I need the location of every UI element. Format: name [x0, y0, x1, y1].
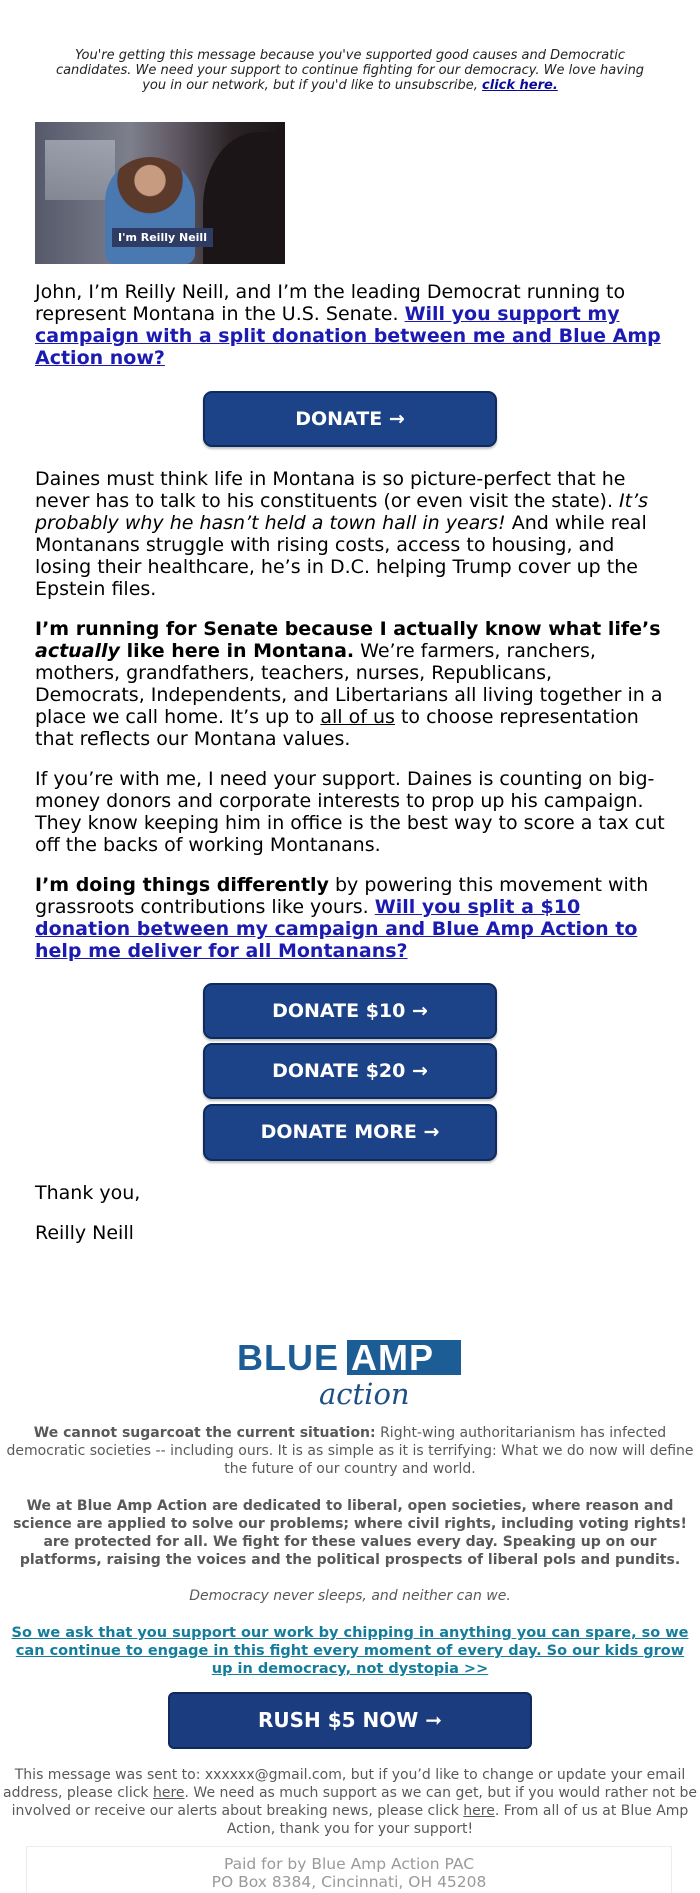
unsubscribe-link[interactable]: click here. [482, 78, 558, 93]
logo-blue: BLUE [237, 1338, 339, 1378]
logo-amp: AMP [351, 1338, 434, 1378]
differently-text: by powering this movement with grassroots contributions like yours. [35, 874, 649, 918]
donate-20-button[interactable]: DONATE $20 → [203, 1043, 497, 1099]
support-paragraph: If you’re with me, I need your support. Daines is counting on big-money donors and corporate interests to prop up his campaign. They know keeping him in office is the best way to score a tax cut off the backs of working Montanans. [35, 768, 665, 856]
thanks-line: Thank you, [35, 1182, 141, 1204]
situation-paragraph [2, 1424, 698, 1478]
running-tail: to choose representation that reflects our Montana values. [35, 706, 639, 750]
running-paragraph [35, 618, 665, 750]
hero-caption: I'm Reilly Neill [112, 228, 213, 247]
differently-bold: I’m doing things differently [35, 874, 329, 896]
pac-address: PO Box 8384, Cincinnati, OH 45208 [211, 1873, 487, 1891]
donate-10-button[interactable]: DONATE $10 → [203, 983, 497, 1039]
situation-text: Right-wing authoritarianism has infected democratic societies -- including ours. It is as simple as it is terrifying: What we do now will define the future of our country and world. [6, 1425, 694, 1477]
donate-button[interactable]: DONATE → [203, 391, 497, 447]
running-bold-a: I’m running for Senate because I actually know what life’s [35, 618, 661, 640]
situation-bold: We cannot sugarcoat the current situation: [33, 1425, 376, 1441]
intro-text: John, I’m Reilly Neill, and I’m the leading Democrat running to represent Montana in the U.S. Senate. [35, 281, 626, 325]
paid-for-box [26, 1846, 672, 1893]
running-bold-em: actually [35, 640, 120, 662]
sent-to-b: . We need as much support as we can get, but if you would rather not be involved or receive our alerts about breaking news, please click [11, 1785, 697, 1819]
blue-amp-action-logo [237, 1338, 463, 1410]
paid-for-line: Paid for by Blue Amp Action PAC [223, 1855, 475, 1873]
donate-more-button[interactable]: DONATE MORE → [203, 1104, 497, 1161]
differently-paragraph [35, 874, 665, 962]
opt-out-link[interactable]: here [463, 1803, 495, 1819]
hero-silhouette [203, 132, 285, 264]
daines-text-b: And while real Montanans struggle with rising costs, access to housing, and losing their healthcare, he’s in D.C. helping Trump cover up the Epstein files. [35, 512, 647, 600]
democracy-never-sleeps: Democracy never sleeps, and neither can we. [189, 1588, 511, 1604]
mission-paragraph: We at Blue Amp Action are dedicated to liberal, open societies, where reason and science are applied to solve our problems; where civil rights, including voting rights! are protected for all. We fight for these values every day. Speaking up on our platforms, raising the voices and the political prospects of liberal pols and pundits. [13, 1498, 687, 1568]
logo-action: action [319, 1377, 410, 1410]
sent-to-paragraph [2, 1766, 698, 1838]
sent-to-c: . From all of us at Blue Amp Action, thank you for your support! [226, 1803, 689, 1837]
update-email-link[interactable]: here [152, 1785, 185, 1801]
daines-emphasis: It’s probably why he hasn’t held a town hall in years! [35, 490, 649, 534]
hero-window [45, 140, 115, 200]
support-our-work-link[interactable]: So we ask that you support our work by chipping in anything you can spare, so we can continue to engage in this fight every moment of every day. So our kids grow up in democracy, not dystopia >> [11, 1625, 689, 1677]
all-of-us-underline: all of us [320, 706, 395, 728]
hero-video-thumbnail[interactable] [35, 122, 285, 264]
running-bold-b: like here in Montana. [126, 640, 355, 662]
sent-to-a: This message was sent to: xxxxxx@gmail.com, but if you’d like to change or update your email address, please click [3, 1767, 686, 1801]
signature-name: Reilly Neill [35, 1222, 134, 1244]
intro-paragraph [35, 281, 665, 369]
split-10-link[interactable]: Will you split a $10 donation between my campaign and Blue Amp Action to help me deliver for all Montanans? [35, 896, 638, 962]
running-text: We’re farmers, ranchers, mothers, grandfathers, teachers, nurses, Republicans, Democrats, Independents, and Libertarians all living together in a place we call home. It’s up to [35, 640, 663, 728]
daines-text-a: Daines must think life in Montana is so picture-perfect that he never has to talk to his constituents (or even visit the state). [35, 468, 626, 512]
split-donation-link[interactable]: Will you support my campaign with a split donation between me and Blue Amp Action now? [35, 303, 661, 369]
preheader-text: You're getting this message because you've supported good causes and Democratic candidates. We need your support to continue fighting for our democracy. We love having you in our network, but if you'd like to unsubscribe, [55, 48, 645, 93]
hero-person [105, 157, 195, 264]
rush-5-button[interactable]: RUSH $5 NOW ➞ [168, 1692, 532, 1749]
preheader [50, 48, 650, 93]
daines-paragraph [35, 468, 665, 600]
